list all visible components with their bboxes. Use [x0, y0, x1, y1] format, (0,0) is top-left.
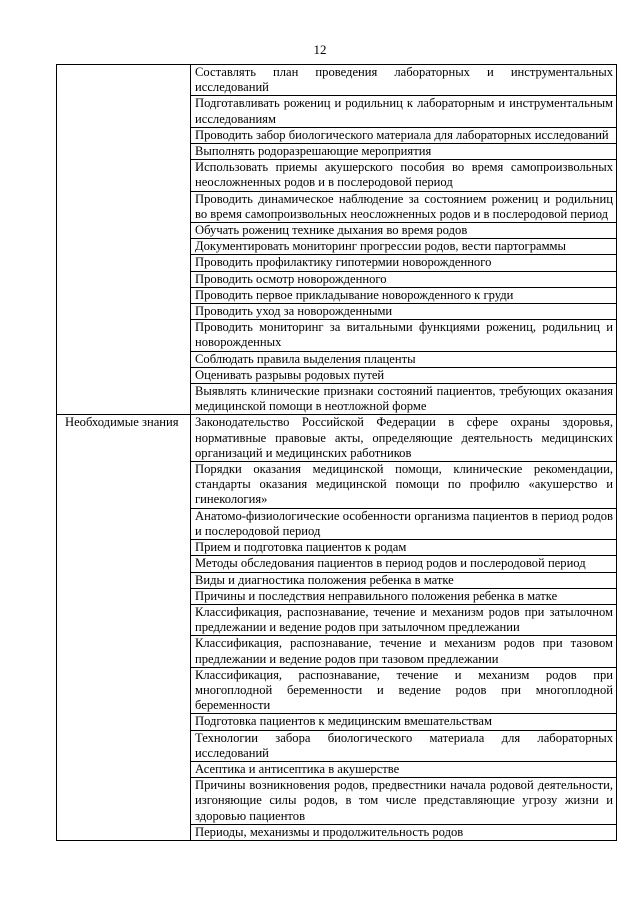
requirement-item: Подготавливать рожениц и родильниц к лабораторным и инструментальным исследованиям [191, 96, 617, 127]
requirement-item: Соблюдать правила выделения плаценты [191, 351, 617, 367]
requirement-item: Проводить мониторинг за витальными функциями рожениц, родильниц и новорожденных [191, 320, 617, 351]
requirement-item: Проводить первое прикладывание новорожденного к груди [191, 287, 617, 303]
requirement-item: Подготовка пациентов к медицинским вмешательствам [191, 714, 617, 730]
requirement-item: Технологии забора биологического материала для лабораторных исследований [191, 730, 617, 761]
requirements-table-body [57, 65, 617, 841]
requirement-item: Классификация, распознавание, течение и механизм родов при затылочном предлежании и ведение родов при затылочном предлежании [191, 604, 617, 635]
requirement-item: Использовать приемы акушерского пособия во время самопроизвольных неосложненных родов и в послеродовой период [191, 160, 617, 191]
requirements-table [56, 64, 617, 841]
requirement-item: Периоды, механизмы и продолжительность родов [191, 824, 617, 840]
requirement-item: Классификация, распознавание, течение и механизм родов при многоплодной беременности и ведение родов при многоплодной беременности [191, 667, 617, 714]
table-row [57, 415, 617, 462]
requirement-item: Причины возникновения родов, предвестники начала родовой деятельности, изгоняющие силы родов, в том числе представляющие угрозу жизни и здоровью пациентов [191, 778, 617, 825]
section-label: Необходимые знания [65, 415, 179, 430]
requirement-item: Составлять план проведения лабораторных и инструментальных исследований [191, 65, 617, 96]
page-number: 12 [313, 42, 327, 57]
requirement-item: Методы обследования пациентов в период родов и послеродовой период [191, 556, 617, 572]
requirement-item: Законодательство Российской Федерации в сфере охраны здоровья, нормативные правовые акты, определяющие деятельность медицинских организаций и медицинских работников [191, 415, 617, 462]
requirement-item: Проводить забор биологического материала для лабораторных исследований [191, 127, 617, 143]
requirement-item: Проводить динамическое наблюдение за состоянием рожениц и родильниц во время самопроизвольных неосложненных родов и в послеродовой период [191, 191, 617, 222]
requirement-item: Выполнять родоразрешающие мероприятия [191, 144, 617, 160]
table-row [57, 65, 617, 96]
requirement-item: Оценивать разрывы родовых путей [191, 367, 617, 383]
requirement-item: Проводить профилактику гипотермии новорожденного [191, 255, 617, 271]
section-label-cell [57, 415, 191, 840]
requirement-item: Проводить уход за новорожденными [191, 304, 617, 320]
requirement-item: Документировать мониторинг прогрессии родов, вести партограммы [191, 239, 617, 255]
requirement-item: Проводить осмотр новорожденного [191, 271, 617, 287]
section-label-cell [57, 65, 191, 415]
requirement-item: Классификация, распознавание, течение и механизм родов при тазовом предлежании и ведение родов при тазовом предлежании [191, 636, 617, 667]
requirement-item: Асептика и антисептика в акушерстве [191, 761, 617, 777]
requirement-item: Порядки оказания медицинской помощи, клинические рекомендации, стандарты оказания медицинской помощи по профилю «акушерство и гинекология» [191, 462, 617, 509]
requirement-item: Причины и последствия неправильного положения ребенка в матке [191, 588, 617, 604]
requirement-item: Анатомо-физиологические особенности организма пациентов в период родов и послеродовой период [191, 508, 617, 539]
requirement-item: Виды и диагностика положения ребенка в матке [191, 572, 617, 588]
requirement-item: Обучать рожениц технике дыхания во время родов [191, 223, 617, 239]
requirement-item: Выявлять клинические признаки состояний пациентов, требующих оказания медицинской помощи в неотложной форме [191, 384, 617, 415]
requirement-item: Прием и подготовка пациентов к родам [191, 540, 617, 556]
